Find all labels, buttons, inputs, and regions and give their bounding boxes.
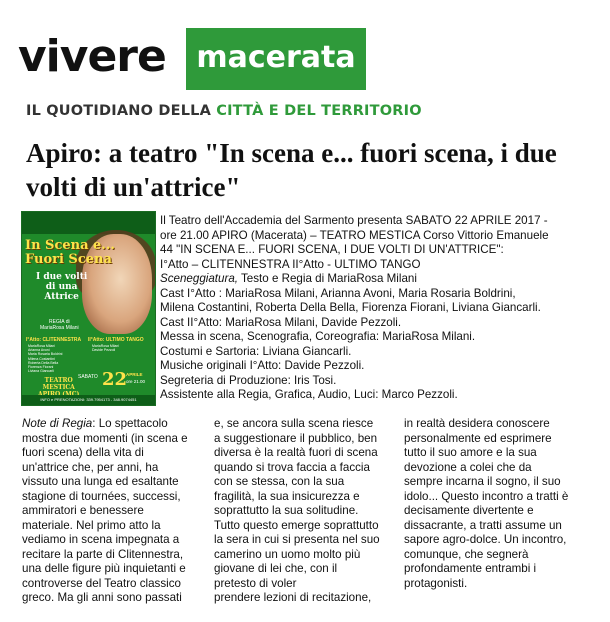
intro-line: Il Teatro dell'Accademia del Sarmento presenta SABATO 22 APRILE 2017 - (160, 214, 548, 227)
column-line: ammiratori e benessere (22, 504, 144, 517)
column-line: sapore agro-dolce. Un incontro, (404, 533, 567, 546)
intro-text (160, 214, 600, 403)
intro-line: Cast I°Atto : MariaRosa Milani, Arianna Avoni, Maria Rosaria Boldrini, (160, 286, 516, 300)
note-di-regia-label: Note di Regia (22, 417, 93, 430)
column-line: mostra due momenti (in scena e (22, 431, 188, 445)
poster-subtitle (36, 272, 87, 302)
poster-regia-name: MariaRosa Milani (40, 325, 79, 331)
column-line: vediamo in scena impegnata a (22, 533, 180, 546)
column-line-rest: : Lo spettacolo (92, 417, 168, 430)
column-line: controverse del Teatro classico (22, 576, 181, 590)
logo-macerata: macerata (186, 28, 366, 90)
poster-cast1-item: Fiorenza Fiorani (28, 365, 54, 370)
intro-italic-rest: Testo e Regia di MariaRosa Milani (238, 272, 417, 285)
column-line: con se stessa, con la sua (214, 475, 345, 488)
column-line: profondamente entrambi i (404, 562, 537, 575)
intro-line: Assistente alla Regia, Grafica, Audio, Luci: Marco Pezzoli. (160, 388, 458, 401)
column-line: quando si trova faccia a faccia (214, 460, 370, 474)
intro-line: Segreteria di Produzione: Iris Tosi. (160, 373, 337, 387)
article-headline: Apiro: a teatro "In scena e... fuori scena, i due volti di un'attrice" (26, 138, 557, 202)
poster-cast1-item: Roberta Della Bella (28, 360, 59, 365)
column-line: camerino un uomo molto più (214, 547, 361, 561)
poster-regia-label: REGIA di (49, 319, 70, 325)
column-line: pretesto di voler (214, 576, 297, 590)
poster-day-number: 22 (102, 369, 128, 390)
column-line: stagione di tournées, successi, (22, 489, 181, 503)
poster-venue-line1: TEATRO (44, 377, 73, 384)
poster-cast2-item: Davide Pezzoli (92, 348, 116, 353)
poster-cast1-item: MariaRosa Milani (28, 344, 56, 348)
poster-title-line1: In Scena e... (25, 238, 115, 253)
column-line: e, se ancora sulla scena riesce (214, 417, 374, 430)
poster-time: ore 21.00 (126, 379, 146, 384)
body-column-3 (404, 417, 590, 591)
poster-cast1-item: Liviana Giancarli (28, 369, 54, 374)
column-line: Tutto questo emerge soprattutto (214, 518, 379, 532)
poster-cast1-item: Milena Costantini (28, 356, 55, 361)
column-line: vissuto una lunga ed esaltante (22, 475, 179, 488)
column-line: greco. Ma gli anni sono passati (22, 591, 182, 604)
column-line: fragilità, la sua insicurezza e (214, 489, 360, 503)
poster-act1: I°Atto: CLITENNESTRA (26, 337, 82, 343)
column-line: fuori scena) della vita di (22, 446, 144, 459)
column-line: una delle figure più inquietanti e (22, 562, 186, 575)
poster-subtitle-line2: di una (45, 282, 78, 292)
column-line: un'attrice che, per anni, ha (22, 460, 159, 474)
column-line: personalmente ed esprimere (404, 431, 552, 445)
poster-info: INFO e PRENOTAZIONI: 339.7954173 - 348.9074451 (22, 395, 155, 405)
column-line: sempre incarna il sogno, il suo (404, 475, 561, 488)
column-line: in realtà desidera conoscere (404, 417, 550, 430)
poster-cast1-item: Arianna Avoni (28, 348, 50, 353)
poster-header (22, 212, 155, 234)
intro-line: 44 "IN SCENA E... FUORI SCENA, I DUE VOLTI DI UN'ATTRICE": (160, 243, 504, 256)
poster-subtitle-line3: Attrice (44, 292, 79, 302)
intro-italic: Sceneggiatura, (160, 272, 238, 285)
poster-regia (40, 319, 79, 331)
intro-line: Messa in scena, Scenografia, Coreografia: MariaRosa Milani. (160, 330, 476, 343)
poster-subtitle-line1: I due volti (36, 272, 88, 282)
column-line: comunque, che segnerà (404, 547, 529, 561)
column-line: dissacrante, a tratti assume un (404, 518, 562, 532)
body-column-2 (214, 417, 394, 606)
column-line: devozione a colei che da (404, 460, 532, 474)
poster-venue-line2: MESTICA (42, 384, 75, 391)
intro-credits-line (160, 272, 600, 287)
column-line: soprattutto la sua solitudine. (214, 504, 359, 517)
column-line: idolo... Questo incontro a tratti è (404, 489, 569, 503)
event-poster (21, 211, 156, 406)
column-line: prendere lezioni di recitazione, (214, 591, 372, 604)
column-line: materiale. Nel primo atto la (22, 518, 161, 532)
intro-line: Costumi e Sartoria: Liviana Giancarli. (160, 344, 352, 358)
poster-cast2 (92, 344, 119, 352)
column-line: la sera in cui si presenta nel suo (214, 533, 380, 546)
intro-line: Musiche originali I°Atto: Davide Pezzoli. (160, 359, 365, 372)
logo-vivere: vivere (18, 31, 166, 82)
tagline-part2: CITTÀ E DEL TERRITORIO (216, 103, 422, 119)
column-line: diversa è la realtà fuori di scena (214, 446, 378, 459)
poster-cast1-item: Maria Rosaria Boldrini (28, 352, 63, 357)
column-line: decisamente divertente e (404, 504, 534, 517)
poster-act2: II°Atto: ULTIMO TANGO (88, 337, 144, 343)
column-line: a suggestionare il pubblico, ben (214, 431, 378, 445)
tagline (26, 103, 422, 119)
column-line (22, 417, 204, 432)
column-line: protagonisti. (404, 576, 468, 590)
intro-line: Milena Costantini, Roberta Della Bella, Fiorenza Fiorani, Liviana Giancarli. (160, 301, 541, 314)
poster-day-label: SABATO (78, 374, 98, 380)
poster-title-line2: Fuori Scena (25, 252, 112, 267)
masthead-logo (18, 28, 368, 90)
tagline-part1: IL QUOTIDIANO DELLA (26, 103, 217, 119)
intro-line: Cast II°Atto: MariaRosa Milani, Davide Pezzoli. (160, 315, 402, 329)
body-column-1 (22, 417, 204, 606)
poster-cast1 (28, 344, 62, 373)
column-line: giovane di lei che, con il (214, 562, 338, 575)
poster-title (25, 239, 115, 267)
column-line: tutto il suo amore e la sua (404, 446, 537, 459)
poster-cast2-item: MariaRosa Milani (92, 344, 120, 348)
poster-month: APRILE (126, 372, 143, 377)
intro-line: ore 21.00 APIRO (Macerata) – TEATRO MESTICA Corso Vittorio Emanuele (160, 228, 549, 242)
column-line: recitare la parte di Clitennestra, (22, 547, 184, 561)
intro-line: I°Atto – CLITENNESTRA II°Atto - ULTIMO TANGO (160, 257, 421, 271)
